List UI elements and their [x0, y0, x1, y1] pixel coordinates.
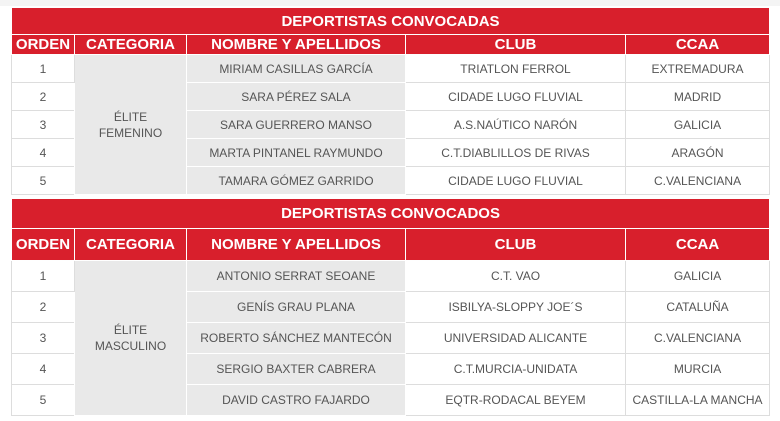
cell-orden: 4 [12, 139, 75, 167]
cell-club: C.T.MURCIA-UNIDATA [406, 354, 626, 385]
categoria-line-1: ÉLITE [113, 323, 148, 337]
table-convocados [11, 198, 770, 416]
categoria-line-2: FEMENINO [98, 125, 163, 140]
cell-nombre: TAMARA GÓMEZ GARRIDO [187, 167, 406, 195]
cell-club: ISBILYA-SLOPPY JOE´S [406, 292, 626, 323]
section-title: DEPORTISTAS CONVOCADAS [12, 8, 770, 35]
cell-club: UNIVERSIDAD ALICANTE [406, 323, 626, 354]
header-nombre: NOMBRE Y APELLIDOS [187, 229, 406, 261]
header-orden: ORDEN [12, 229, 75, 261]
cell-nombre: MARTA PINTANEL RAYMUNDO [187, 139, 406, 167]
header-club: CLUB [406, 35, 626, 55]
cell-orden: 2 [12, 292, 75, 323]
categoria-line-2: MASCULINO [94, 339, 167, 353]
cell-club: CIDADE LUGO FLUVIAL [406, 167, 626, 195]
table-title-row [12, 8, 770, 35]
cell-orden: 4 [12, 354, 75, 385]
cell-categoria [75, 261, 187, 416]
table-row [12, 55, 770, 83]
cell-ccaa: EXTREMADURA [626, 55, 770, 83]
cell-club: EQTR-RODACAL BEYEM [406, 385, 626, 416]
cell-club: CIDADE LUGO FLUVIAL [406, 83, 626, 111]
cell-nombre: ANTONIO SERRAT SEOANE [187, 261, 406, 292]
cell-nombre: SARA PÉREZ SALA [187, 83, 406, 111]
cell-nombre: SARA GUERRERO MANSO [187, 111, 406, 139]
cell-ccaa: C.VALENCIANA [626, 323, 770, 354]
categoria-line-1: ÉLITE [113, 109, 148, 124]
top-strip [0, 0, 780, 6]
header-ccaa: CCAA [626, 229, 770, 261]
cell-orden: 3 [12, 111, 75, 139]
header-club: CLUB [406, 229, 626, 261]
table-title-row [12, 199, 770, 229]
cell-orden: 2 [12, 83, 75, 111]
cell-ccaa: GALICIA [626, 261, 770, 292]
cell-ccaa: GALICIA [626, 111, 770, 139]
header-categoria: CATEGORIA [75, 229, 187, 261]
cell-nombre: GENÍS GRAU PLANA [187, 292, 406, 323]
cell-nombre: DAVID CASTRO FAJARDO [187, 385, 406, 416]
table-row [12, 261, 770, 292]
cell-orden: 1 [12, 261, 75, 292]
header-orden: ORDEN [12, 35, 75, 55]
cell-club: C.T. VAO [406, 261, 626, 292]
cell-ccaa: MADRID [626, 83, 770, 111]
header-row [12, 229, 770, 261]
cell-categoria [75, 55, 187, 195]
section-title: DEPORTISTAS CONVOCADOS [12, 199, 770, 229]
cell-nombre: ROBERTO SÁNCHEZ MANTECÓN [187, 323, 406, 354]
cell-club: A.S.NAÚTICO NARÓN [406, 111, 626, 139]
cell-club: C.T.DIABLILLOS DE RIVAS [406, 139, 626, 167]
cell-orden: 3 [12, 323, 75, 354]
cell-orden: 5 [12, 385, 75, 416]
cell-ccaa: CATALUÑA [626, 292, 770, 323]
cell-ccaa: CASTILLA-LA MANCHA [626, 385, 770, 416]
cell-ccaa: C.VALENCIANA [626, 167, 770, 195]
cell-orden: 5 [12, 167, 75, 195]
header-row [12, 35, 770, 55]
cell-club: TRIATLON FERROL [406, 55, 626, 83]
header-categoria: CATEGORIA [75, 35, 187, 55]
cell-ccaa: ARAGÓN [626, 139, 770, 167]
cell-nombre: MIRIAM CASILLAS GARCÍA [187, 55, 406, 83]
table-convocadas [11, 7, 770, 195]
header-ccaa: CCAA [626, 35, 770, 55]
cell-ccaa: MURCIA [626, 354, 770, 385]
cell-orden: 1 [12, 55, 75, 83]
cell-nombre: SERGIO BAXTER CABRERA [187, 354, 406, 385]
header-nombre: NOMBRE Y APELLIDOS [187, 35, 406, 55]
